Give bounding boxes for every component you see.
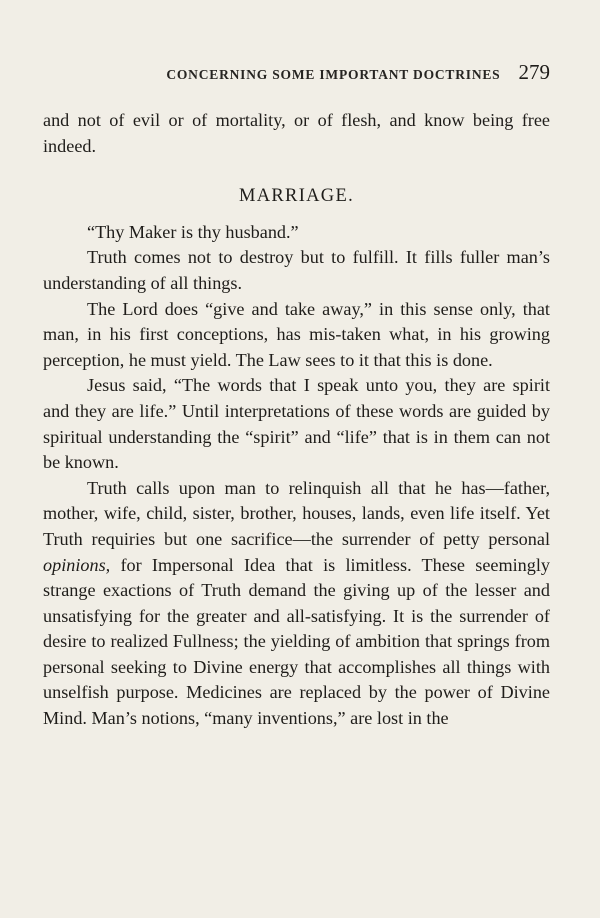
- scripture-quote: “Thy Maker is thy husband.”: [87, 221, 299, 242]
- body-paragraph: Jesus said, “The words that I speak unto you, they are spirit and they are life.” Until interpretations of these words are guided by spiritual understanding the “spirit” and “life” that is in them can not be known.: [43, 375, 550, 473]
- body-paragraph: Truth comes not to destroy but to fulfill. It fills fuller man’s understanding of all things.: [43, 247, 550, 293]
- body-text: Truth calls upon man to relinquish all that he has—father, mother, wife, child, sister, brother, houses, lands, even life itself. Yet Truth requiries but one sacrifice—the surrender of petty personal: [43, 477, 550, 549]
- body-paragraph: [43, 476, 550, 732]
- body-text: for Impersonal Idea that is limitless. These seemingly strange exactions of Truth demand the giving up of the lesser and unsatisfying for the greater and all-satisfying. It is the surrender of desire to realized Fullness; the yielding of ambition that springs from personal seeking to Divine energy that accomplishes all things with unselfish purpose. Medicines are replaced by the power of Divine Mind. Man’s notions, “many inventions,” are lost in the: [43, 554, 550, 729]
- running-header-title: CONCERNING SOME IMPORTANT DOCTRINES: [166, 67, 501, 82]
- section-title: MARRIAGE.: [239, 186, 354, 207]
- page-number: 279: [518, 60, 550, 84]
- running-header: [42, 60, 550, 86]
- opening-paragraph: and not of evil or of mortality, or of flesh, and know being free indeed.: [43, 110, 550, 156]
- italic-word: opinions,: [43, 554, 111, 575]
- page-body: [43, 108, 550, 732]
- body-paragraph: The Lord does “give and take away,” in this sense only, that man, in his first conceptions, has mis-taken what, in his growing perception, he must yield. The Law sees to it that this is done.: [43, 298, 550, 370]
